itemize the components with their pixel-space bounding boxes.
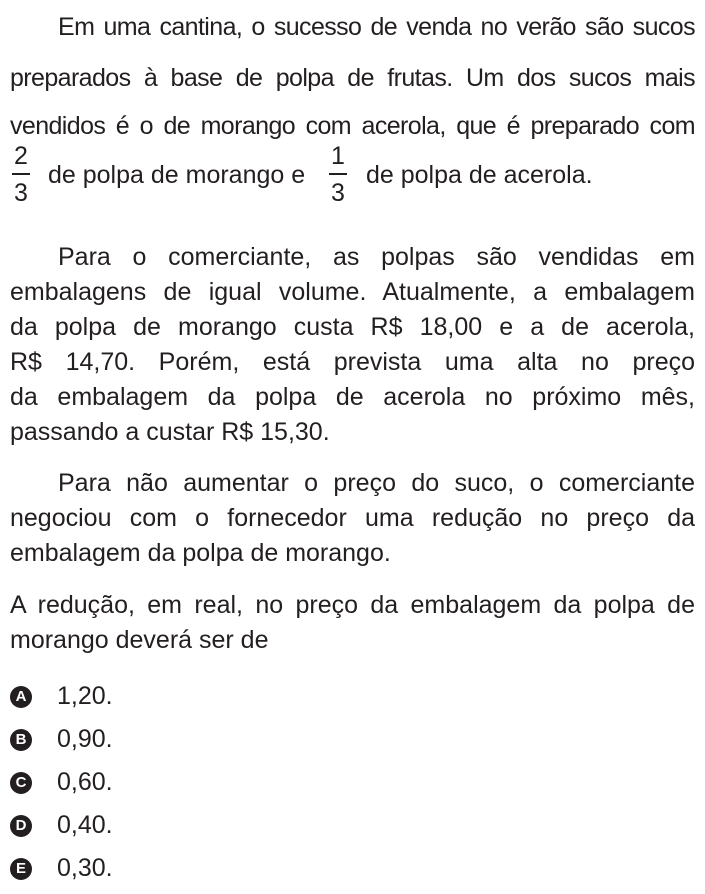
paragraph-prices-line-3: da polpa de morango custa R$ 18,00 e a de acerola,: [10, 313, 695, 341]
option-b[interactable]: [10, 722, 310, 756]
fraction-one-third: [327, 140, 349, 209]
fraction-line-text-end: de polpa de acerola.: [366, 161, 593, 189]
paragraph-prices: [10, 240, 695, 450]
option-text: 1,20.: [57, 682, 113, 710]
option-d[interactable]: [10, 808, 310, 842]
question-prompt: [10, 588, 695, 658]
paragraph-prices-line-5: da embalagem da polpa de acerola no próximo mês,: [10, 383, 695, 411]
option-letter-badge: A: [10, 686, 32, 708]
fraction-line-text-middle: de polpa de morango e: [48, 161, 306, 189]
fraction-numerator: 1: [331, 142, 345, 170]
fraction-bar: [12, 173, 30, 175]
option-letter-badge: C: [10, 772, 32, 794]
paragraph-negotiation-line-1: Para não aumentar o preço do suco, o comerciante: [58, 469, 695, 497]
fraction-line: [10, 144, 695, 214]
paragraph-negotiation-line-3: embalagem da polpa de morango.: [10, 539, 391, 567]
fraction-denominator: 3: [14, 179, 28, 207]
option-e[interactable]: [10, 851, 310, 885]
paragraph-intro-line-2: preparados à base de polpa de frutas. Um dos sucos mais: [10, 64, 695, 92]
paragraph-prices-line-1: Para o comerciante, as polpas são vendidas em: [58, 243, 695, 271]
paragraph-prices-line-4: R$ 14,70. Porém, está prevista uma alta no preço: [10, 348, 695, 376]
fraction-denominator: 3: [331, 179, 345, 207]
paragraph-negotiation-line-2: negociou com o fornecedor uma redução no preço da: [10, 504, 695, 532]
question-prompt-line-1: A redução, em real, no preço da embalagem da polpa de: [10, 591, 695, 619]
paragraph-prices-line-2: embalagens de igual volume. Atualmente, a embalagem: [10, 278, 695, 306]
paragraph-intro-line-1: Em uma cantina, o sucesso de venda no verão são sucos: [58, 13, 695, 41]
option-letter-badge: D: [10, 815, 32, 837]
paragraph-intro-line-3: vendidos é o de morango com acerola, que é preparado com: [10, 112, 695, 140]
option-letter-badge: E: [10, 858, 32, 880]
option-text: 0,40.: [57, 811, 113, 839]
option-text: 0,90.: [57, 725, 113, 753]
option-text: 0,60.: [57, 768, 113, 796]
paragraph-negotiation: [10, 466, 695, 571]
question-prompt-line-2: morango deverá ser de: [10, 626, 269, 654]
paragraph-prices-line-6: passando a custar R$ 15,30.: [10, 418, 330, 446]
option-a[interactable]: [10, 679, 310, 713]
option-c[interactable]: [10, 765, 310, 799]
option-letter-badge: B: [10, 729, 32, 751]
fraction-numerator: 2: [14, 142, 28, 170]
option-text: 0,30.: [57, 854, 113, 882]
fraction-two-thirds: [10, 140, 32, 209]
fraction-bar: [329, 173, 347, 175]
